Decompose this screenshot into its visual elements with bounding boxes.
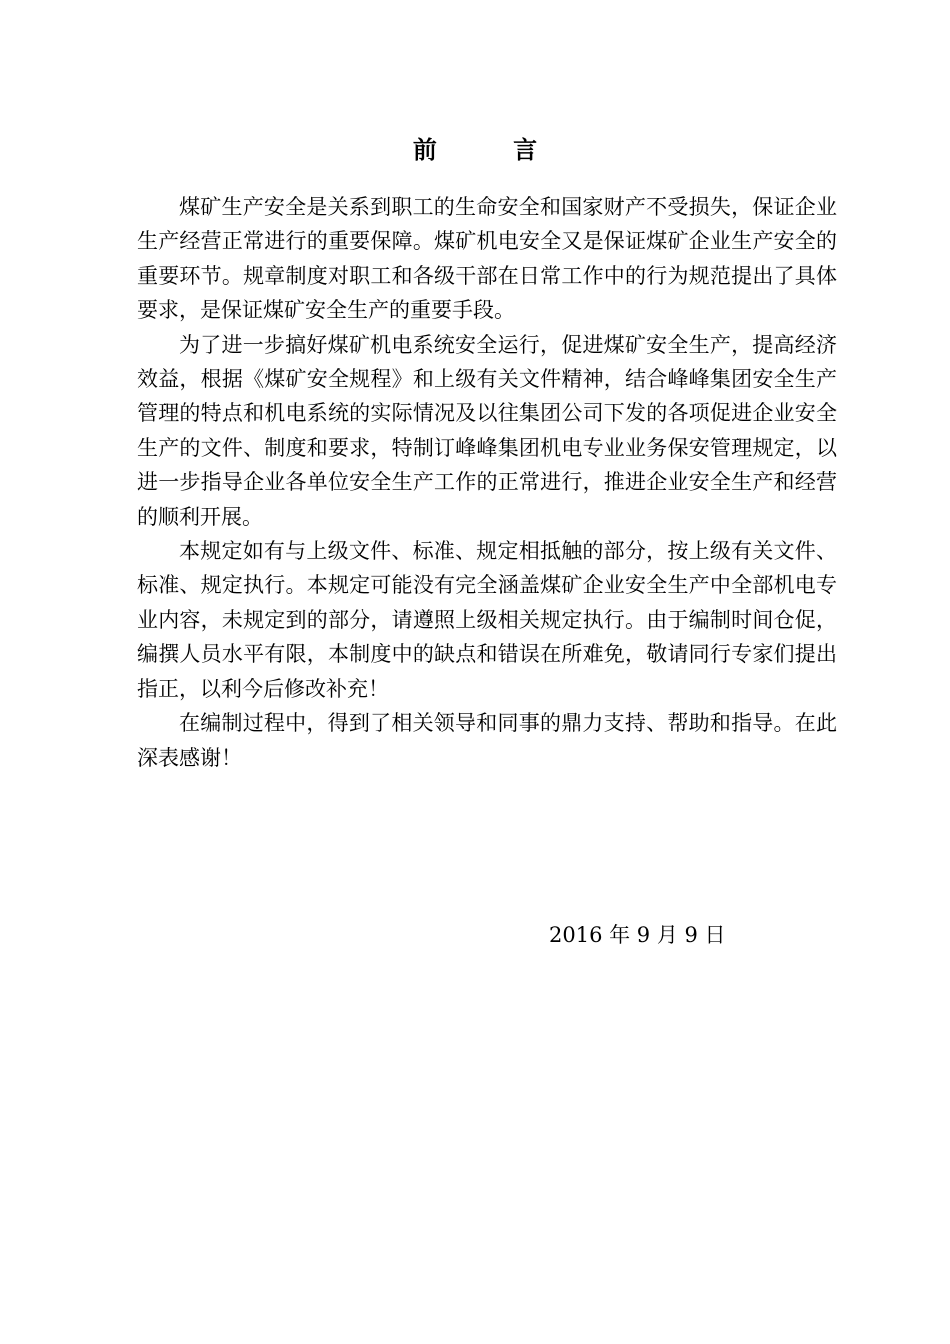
preface-body xyxy=(137,190,837,775)
paragraph-2: 为了进一步搞好煤矿机电系统安全运行，促进煤矿安全生产，提高经济效益，根据《煤矿安全规程》和上级有关文件精神，结合峰峰集团安全生产管理的特点和机电系统的实际情况及以往集团公司下发的各项促进企业安全生产的文件、制度和要求，特制订峰峰集团机电专业业务保安管理规定，以进一步指导企业各单位安全生产工作的正常进行，推进企业安全生产和经营的顺利开展。 xyxy=(137,332,837,529)
paragraph-4: 在编制过程中，得到了相关领导和同事的鼎力支持、帮助和指导。在此深表感谢！ xyxy=(137,711,837,770)
page-title: 前 言 xyxy=(412,136,572,164)
paragraph-3: 本规定如有与上级文件、标准、规定相抵触的部分，按上级有关文件、标准、规定执行。本规定可能没有完全涵盖煤矿企业安全生产中全部机电专业内容，未规定到的部分，请遵照上级相关规定执行。由于编制时间仓促，编撰人员水平有限，本制度中的缺点和错误在所难免，敬请同行专家们提出指正，以利今后修改补充！ xyxy=(137,539,837,701)
paragraph-1: 煤矿生产安全是关系到职工的生命安全和国家财产不受损失，保证企业生产经营正常进行的重要保障。煤矿机电安全又是保证煤矿企业生产安全的重要环节。规章制度对职工和各级干部在日常工作中的行为规范提出了具体要求，是保证煤矿安全生产的重要手段。 xyxy=(137,195,837,323)
signature-date: 2016 年 9 月 9 日 xyxy=(549,923,726,947)
